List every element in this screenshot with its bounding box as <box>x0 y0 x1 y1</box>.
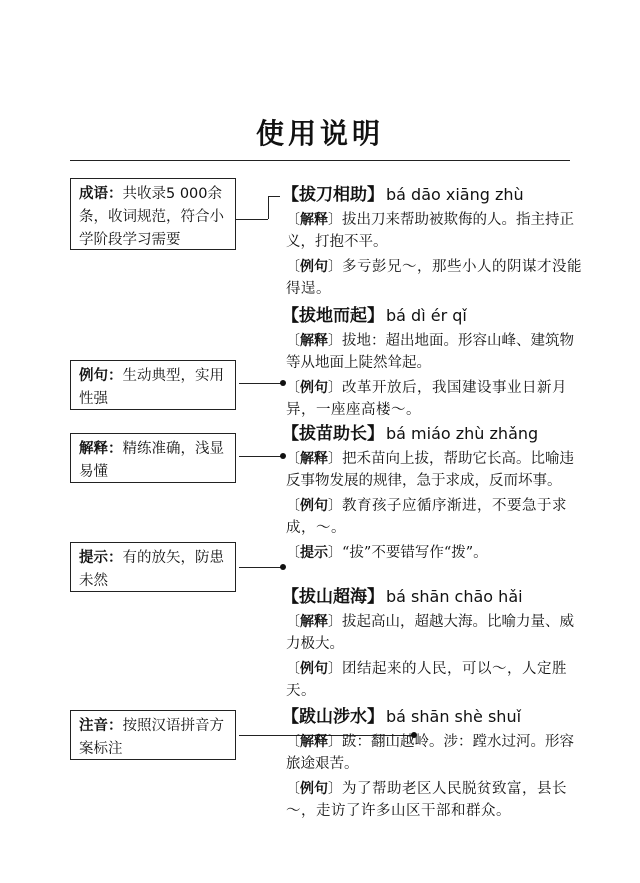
entry-pinyin: bá dì ér qǐ <box>386 306 467 325</box>
title-rule <box>70 160 570 161</box>
entry-pinyin: bá miáo zhù zhǎng <box>386 424 539 443</box>
explanation-text: 拔地：超出地面。形容山峰、建筑物等从地面上陡然耸起。 <box>286 333 574 371</box>
entry-headword: 【跋山涉水】 bá shān shè shuǐ <box>282 707 522 727</box>
callout-label: 例句 <box>79 368 108 384</box>
entry-pinyin: bá shān shè shuǐ <box>386 707 522 726</box>
example-line <box>286 778 582 822</box>
explanation-text: 把禾苗向上拔，帮助它长高。比喻违反事物发展的规律，急于求成，反而坏事。 <box>286 451 574 489</box>
entry-pinyin: bá dāo xiāng zhù <box>386 185 524 204</box>
callout-label: 注音 <box>79 718 108 734</box>
dictionary-entry <box>282 184 582 300</box>
callout-label: 成语 <box>79 186 108 202</box>
callout-text: 共收录5 000余条，收词规范，符合小学阶段学习需要 <box>79 186 224 248</box>
callout-text: 生动典型，实用性强 <box>79 368 224 407</box>
callout-idiom: 成语：共收录5 000余条，收词规范，符合小学阶段学习需要 <box>70 178 236 250</box>
dictionary-entry <box>282 423 582 564</box>
callout-text: 精练准确，浅显易懂 <box>79 441 224 480</box>
headword-text: 拔山超海 <box>299 587 367 607</box>
example-tag: 〔 例句 〕 <box>286 380 342 396</box>
connector-line <box>239 567 283 568</box>
connector-line <box>268 196 280 197</box>
callout-text: 按照汉语拼音方案标注 <box>79 718 224 757</box>
explanation-line <box>286 611 582 655</box>
explanation-text: 拔起高山，超越大海。比喻力量、威力极大。 <box>286 614 574 652</box>
explanation-line <box>286 209 582 253</box>
entry-pinyin: bá shān chāo hǎi <box>386 587 523 606</box>
example-tag: 〔 例句 〕 <box>286 661 342 677</box>
example-line <box>286 495 582 539</box>
example-line <box>286 377 582 421</box>
callout-text: 有的放矢，防患未然 <box>79 550 224 589</box>
connector-line <box>268 196 269 219</box>
explanation-tag: 〔 解释 〕 <box>286 451 342 467</box>
callout-label: 解释 <box>79 441 108 457</box>
headword-text: 拔苗助长 <box>299 424 367 444</box>
connector-line <box>236 219 268 220</box>
example-line <box>286 658 582 702</box>
explanation-line <box>286 330 582 374</box>
explanation-text: 拔出刀来帮助被欺侮的人。指主持正义，打抱不平。 <box>286 212 574 250</box>
connector-line <box>239 383 283 384</box>
explanation-text: 跋：翻山越岭。涉：蹚水过河。形容旅途艰苦。 <box>286 734 574 772</box>
headword-text: 拔地而起 <box>299 306 367 326</box>
example-tag: 〔 例句 〕 <box>286 781 342 797</box>
example-text: 为了帮助老区人民脱贫致富，县长～，走访了许多山区干部和群众。 <box>286 781 567 819</box>
headword-text: 拔刀相助 <box>299 185 367 205</box>
example-tag: 〔 例句 〕 <box>286 498 342 514</box>
explanation-tag: 〔 解释 〕 <box>286 614 342 630</box>
explanation-line <box>286 448 582 492</box>
entry-headword: 【拔刀相助】 bá dāo xiāng zhù <box>282 185 524 205</box>
example-text: 教育孩子应循序渐进，不要急于求成，～。 <box>286 498 567 536</box>
tip-text: “拔”不要错写作“拨”。 <box>342 545 488 561</box>
example-tag: 〔 例句 〕 <box>286 259 342 275</box>
callout-phonetic: 注音：按照汉语拼音方案标注 <box>70 710 236 760</box>
explanation-tag: 〔 解释 〕 <box>286 734 342 750</box>
callout-tip: 提示：有的放矢，防患未然 <box>70 542 236 592</box>
example-line <box>286 256 582 300</box>
callout-explanation: 解释：精练准确，浅显易懂 <box>70 433 236 483</box>
dictionary-entry <box>282 305 582 421</box>
example-text: 改革开放后，我国建设事业日新月异，一座座高楼～。 <box>286 380 567 418</box>
entry-headword: 【拔地而起】 bá dì ér qǐ <box>282 306 467 326</box>
entry-headword: 【拔山超海】 bá shān chāo hǎi <box>282 587 523 607</box>
connector-line <box>239 456 283 457</box>
dictionary-entry <box>282 586 582 702</box>
connector-dot <box>280 564 286 570</box>
tip-tag: 〔 提示 〕 <box>286 545 342 561</box>
explanation-tag: 〔 解释 〕 <box>286 333 342 349</box>
example-text: 团结起来的人民，可以～，人定胜天。 <box>286 661 567 699</box>
example-text: 多亏彭兄～，那些小人的阴谋才没能得逞。 <box>286 259 582 297</box>
page-title: 使用说明 <box>255 117 384 150</box>
callout-example: 例句：生动典型，实用性强 <box>70 360 236 410</box>
tip-line <box>286 542 582 564</box>
explanation-line <box>286 731 582 775</box>
explanation-tag: 〔 解释 〕 <box>286 212 342 228</box>
callout-label: 提示 <box>79 550 108 566</box>
headword-text: 跋山涉水 <box>299 707 367 727</box>
entry-headword: 【拔苗助长】 bá miáo zhù zhǎng <box>282 424 539 444</box>
dictionary-entry <box>282 706 582 822</box>
